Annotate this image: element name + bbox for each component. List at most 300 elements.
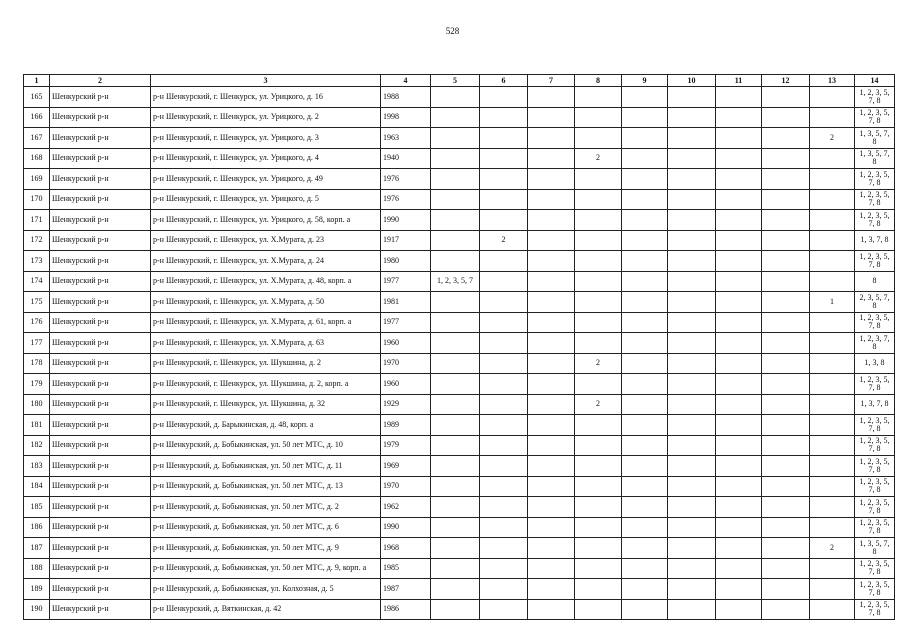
table-row xyxy=(24,374,895,395)
table-row xyxy=(24,189,895,210)
table-cell: 1, 3, 8 xyxy=(855,353,895,374)
table-cell: Шенкурский р-н xyxy=(50,189,151,210)
table-cell: Шенкурский р-н xyxy=(50,517,151,538)
register-table xyxy=(23,74,895,620)
table-cell: 2 xyxy=(575,394,622,415)
table-cell: 181 xyxy=(24,415,50,436)
table-cell xyxy=(575,415,622,436)
table-cell: Шенкурский р-н xyxy=(50,87,151,108)
table-cell: Шенкурский р-н xyxy=(50,169,151,190)
table-row xyxy=(24,476,895,497)
table-cell: 1989 xyxy=(381,415,431,436)
table-cell xyxy=(528,558,575,579)
table-row xyxy=(24,394,895,415)
table-cell xyxy=(528,128,575,149)
table-cell: р-н Шенкурский, д. Бобыкинская, ул. 50 лет МТС, д. 13 xyxy=(151,476,381,497)
table-cell xyxy=(716,292,762,313)
table-cell xyxy=(810,497,855,518)
table-cell xyxy=(762,435,810,456)
table-cell xyxy=(622,538,668,559)
table-cell: Шенкурский р-н xyxy=(50,128,151,149)
table-cell: Шенкурский р-н xyxy=(50,374,151,395)
column-header: 1 xyxy=(24,75,50,87)
table-cell xyxy=(528,394,575,415)
table-cell xyxy=(480,374,528,395)
table-cell: Шенкурский р-н xyxy=(50,497,151,518)
table-cell xyxy=(810,456,855,477)
table-cell: 1, 3, 5, 7, 8 xyxy=(855,128,895,149)
table-cell xyxy=(528,456,575,477)
table-cell: 1969 xyxy=(381,456,431,477)
table-cell xyxy=(668,435,716,456)
table-cell xyxy=(431,230,480,251)
table-row xyxy=(24,333,895,354)
table-cell: р-н Шенкурский, д. Барыкинская, д. 48, корп. а xyxy=(151,415,381,436)
table-cell: р-н Шенкурский, г. Шенкурск, ул. Х.Мурата, д. 48, корп. а xyxy=(151,271,381,292)
table-cell xyxy=(762,353,810,374)
table-cell: р-н Шенкурский, г. Шенкурск, ул. Х.Мурата, д. 24 xyxy=(151,251,381,272)
table-cell xyxy=(575,251,622,272)
table-cell xyxy=(668,538,716,559)
table-cell: 1988 xyxy=(381,87,431,108)
table-cell: р-н Шенкурский, г. Шенкурск, ул. Урицкого, д. 4 xyxy=(151,148,381,169)
table-cell: Шенкурский р-н xyxy=(50,558,151,579)
table-row xyxy=(24,415,895,436)
table-cell xyxy=(528,312,575,333)
table-cell xyxy=(528,210,575,231)
table-cell: Шенкурский р-н xyxy=(50,210,151,231)
table-cell: 190 xyxy=(24,599,50,620)
table-cell: Шенкурский р-н xyxy=(50,599,151,620)
table-cell xyxy=(528,271,575,292)
table-cell: 1977 xyxy=(381,312,431,333)
table-cell xyxy=(622,599,668,620)
table-cell xyxy=(716,476,762,497)
table-cell xyxy=(480,538,528,559)
table-cell xyxy=(668,579,716,600)
table-cell: 1, 2, 3, 5, 7, 8 xyxy=(855,456,895,477)
table-cell: 1, 2, 3, 5, 7, 8 xyxy=(855,415,895,436)
table-cell xyxy=(575,456,622,477)
table-cell: 1, 2, 3, 5, 7, 8 xyxy=(855,558,895,579)
table-cell xyxy=(480,189,528,210)
table-cell xyxy=(810,312,855,333)
table-cell: 175 xyxy=(24,292,50,313)
table-cell: Шенкурский р-н xyxy=(50,271,151,292)
table-cell xyxy=(716,251,762,272)
column-header: 6 xyxy=(480,75,528,87)
table-cell xyxy=(528,538,575,559)
table-cell xyxy=(528,599,575,620)
table-cell xyxy=(762,599,810,620)
table-cell: р-н Шенкурский, д. Бобыкинская, ул. 50 лет МТС, д. 9, корп. а xyxy=(151,558,381,579)
table-cell xyxy=(480,415,528,436)
table-cell xyxy=(716,435,762,456)
table-cell xyxy=(575,579,622,600)
column-header: 14 xyxy=(855,75,895,87)
table-cell: 166 xyxy=(24,107,50,128)
table-cell xyxy=(575,558,622,579)
table-cell xyxy=(762,456,810,477)
table-cell xyxy=(575,497,622,518)
table-cell xyxy=(762,538,810,559)
table-cell xyxy=(622,497,668,518)
table-cell xyxy=(716,189,762,210)
table-cell xyxy=(431,292,480,313)
table-cell xyxy=(810,251,855,272)
table-cell: 1, 2, 3, 5, 7 xyxy=(431,271,480,292)
table-cell: р-н Шенкурский, д. Бобыкинская, ул. 50 лет МТС, д. 2 xyxy=(151,497,381,518)
table-cell xyxy=(575,107,622,128)
table-cell xyxy=(622,374,668,395)
table-cell xyxy=(575,169,622,190)
table-cell xyxy=(480,292,528,313)
table-cell: р-н Шенкурский, д. Бобыкинская, ул. 50 лет МТС, д. 10 xyxy=(151,435,381,456)
table-cell xyxy=(480,476,528,497)
table-cell xyxy=(575,333,622,354)
table-cell xyxy=(668,271,716,292)
table-cell xyxy=(480,148,528,169)
table-cell xyxy=(622,312,668,333)
table-cell xyxy=(480,497,528,518)
table-cell: 187 xyxy=(24,538,50,559)
table-cell: р-н Шенкурский, г. Шенкурск, ул. Шукшина, д. 32 xyxy=(151,394,381,415)
table-cell: 185 xyxy=(24,497,50,518)
table-cell xyxy=(622,435,668,456)
table-cell xyxy=(528,353,575,374)
table-cell xyxy=(431,128,480,149)
table-cell: Шенкурский р-н xyxy=(50,394,151,415)
table-cell xyxy=(480,456,528,477)
table-header-row xyxy=(24,75,895,87)
table-cell xyxy=(810,107,855,128)
table-row xyxy=(24,148,895,169)
table-cell xyxy=(622,415,668,436)
table-row xyxy=(24,169,895,190)
column-header: 13 xyxy=(810,75,855,87)
table-cell xyxy=(528,148,575,169)
table-cell xyxy=(716,169,762,190)
table-cell xyxy=(810,374,855,395)
table-cell: 1, 2, 3, 5, 7, 8 xyxy=(855,189,895,210)
table-cell: р-н Шенкурский, д. Бобыкинская, ул. 50 лет МТС, д. 6 xyxy=(151,517,381,538)
table-cell: р-н Шенкурский, г. Шенкурск, ул. Урицкого, д. 3 xyxy=(151,128,381,149)
table-cell: 1968 xyxy=(381,538,431,559)
table-cell xyxy=(716,271,762,292)
table-cell xyxy=(762,251,810,272)
column-header: 3 xyxy=(151,75,381,87)
table-cell xyxy=(668,169,716,190)
table-cell xyxy=(622,87,668,108)
table-cell: 1, 3, 7, 8 xyxy=(855,230,895,251)
table-cell xyxy=(575,292,622,313)
table-cell: 1960 xyxy=(381,374,431,395)
table-cell: 167 xyxy=(24,128,50,149)
table-cell: 2 xyxy=(810,128,855,149)
table-cell xyxy=(431,87,480,108)
table-cell xyxy=(668,599,716,620)
table-cell: 1963 xyxy=(381,128,431,149)
table-row xyxy=(24,251,895,272)
table-cell: 1, 2, 3, 5, 7, 8 xyxy=(855,476,895,497)
table-cell xyxy=(575,374,622,395)
table-cell xyxy=(668,189,716,210)
table-cell xyxy=(668,333,716,354)
table-cell xyxy=(480,312,528,333)
table-cell: 1970 xyxy=(381,476,431,497)
table-cell: 1976 xyxy=(381,189,431,210)
table-cell: Шенкурский р-н xyxy=(50,292,151,313)
table-cell xyxy=(716,210,762,231)
table-cell: 1976 xyxy=(381,169,431,190)
table-cell: 1940 xyxy=(381,148,431,169)
table-cell xyxy=(762,415,810,436)
table-cell xyxy=(810,435,855,456)
table-cell xyxy=(528,435,575,456)
table-row xyxy=(24,497,895,518)
table-cell xyxy=(668,210,716,231)
table-cell xyxy=(622,169,668,190)
table-cell xyxy=(810,333,855,354)
table-cell: 176 xyxy=(24,312,50,333)
page-number: 528 xyxy=(445,26,460,36)
table-row xyxy=(24,312,895,333)
table-cell xyxy=(716,497,762,518)
table-cell xyxy=(810,230,855,251)
table-cell xyxy=(716,415,762,436)
table-cell xyxy=(716,128,762,149)
table-cell xyxy=(622,333,668,354)
table-cell xyxy=(716,87,762,108)
table-cell: 1, 3, 5, 7, 8 xyxy=(855,538,895,559)
table-cell xyxy=(480,251,528,272)
table-cell: р-н Шенкурский, д. Бобыкинская, ул. Колхозная, д. 5 xyxy=(151,579,381,600)
table-cell xyxy=(622,558,668,579)
table-cell: Шенкурский р-н xyxy=(50,230,151,251)
table-cell: 170 xyxy=(24,189,50,210)
table-cell xyxy=(810,210,855,231)
table-cell xyxy=(668,374,716,395)
table-cell: 184 xyxy=(24,476,50,497)
table-cell xyxy=(431,497,480,518)
table-cell: 180 xyxy=(24,394,50,415)
table-cell xyxy=(528,107,575,128)
table-cell xyxy=(528,230,575,251)
table-cell xyxy=(716,148,762,169)
table-cell xyxy=(668,312,716,333)
table-cell xyxy=(762,210,810,231)
table-cell xyxy=(431,169,480,190)
table-cell xyxy=(622,476,668,497)
table-cell xyxy=(810,189,855,210)
table-cell xyxy=(528,497,575,518)
table-cell xyxy=(716,333,762,354)
table-cell: 1977 xyxy=(381,271,431,292)
table-cell xyxy=(622,579,668,600)
table-cell xyxy=(575,517,622,538)
table-cell: 1990 xyxy=(381,210,431,231)
table-row xyxy=(24,230,895,251)
table-row xyxy=(24,579,895,600)
table-cell xyxy=(668,87,716,108)
table-cell xyxy=(622,456,668,477)
table-cell xyxy=(431,210,480,231)
table-cell: 1, 2, 3, 5, 7, 8 xyxy=(855,374,895,395)
table-cell xyxy=(480,210,528,231)
table-row xyxy=(24,599,895,620)
table-cell xyxy=(528,579,575,600)
table-row xyxy=(24,87,895,108)
table-cell xyxy=(575,87,622,108)
table-cell xyxy=(762,230,810,251)
table-cell: 1998 xyxy=(381,107,431,128)
column-header: 7 xyxy=(528,75,575,87)
table-cell xyxy=(762,497,810,518)
table-cell xyxy=(668,415,716,436)
table-cell xyxy=(575,599,622,620)
table-cell xyxy=(668,353,716,374)
table-cell: Шенкурский р-н xyxy=(50,579,151,600)
table-cell xyxy=(668,558,716,579)
table-cell: р-н Шенкурский, д. Бобыкинская, ул. 50 лет МТС, д. 11 xyxy=(151,456,381,477)
table-cell: 1962 xyxy=(381,497,431,518)
table-cell xyxy=(480,579,528,600)
column-header: 10 xyxy=(668,75,716,87)
table-cell: р-н Шенкурский, г. Шенкурск, ул. Х.Мурата, д. 61, корп. а xyxy=(151,312,381,333)
table-cell xyxy=(431,148,480,169)
table-cell xyxy=(480,169,528,190)
table-cell xyxy=(762,394,810,415)
table-cell xyxy=(431,599,480,620)
table-cell: Шенкурский р-н xyxy=(50,415,151,436)
table-cell xyxy=(716,456,762,477)
table-cell xyxy=(528,476,575,497)
table-cell xyxy=(810,558,855,579)
table-row xyxy=(24,128,895,149)
table-cell xyxy=(431,456,480,477)
table-cell: р-н Шенкурский, д. Вяткинская, д. 42 xyxy=(151,599,381,620)
table-row xyxy=(24,210,895,231)
table-cell xyxy=(431,435,480,456)
table-cell xyxy=(575,476,622,497)
table-cell: р-н Шенкурский, г. Шенкурск, ул. Х.Мурата, д. 23 xyxy=(151,230,381,251)
table-cell xyxy=(622,230,668,251)
table-cell xyxy=(575,128,622,149)
table-cell xyxy=(810,476,855,497)
table-cell xyxy=(810,579,855,600)
table-cell xyxy=(622,128,668,149)
table-cell xyxy=(762,169,810,190)
table-cell xyxy=(762,128,810,149)
table-cell: 1, 2, 3, 5, 7, 8 xyxy=(855,107,895,128)
table-cell xyxy=(431,394,480,415)
table-cell xyxy=(431,107,480,128)
table-cell xyxy=(480,333,528,354)
table-row xyxy=(24,538,895,559)
table-cell xyxy=(622,292,668,313)
table-cell xyxy=(431,353,480,374)
table-cell: 178 xyxy=(24,353,50,374)
table-cell xyxy=(762,292,810,313)
table-cell xyxy=(668,148,716,169)
table-row xyxy=(24,435,895,456)
table-cell: 189 xyxy=(24,579,50,600)
table-cell: 1, 2, 3, 5, 7, 8 xyxy=(855,497,895,518)
column-header: 5 xyxy=(431,75,480,87)
table-cell xyxy=(668,230,716,251)
table-cell xyxy=(622,148,668,169)
table-cell: р-н Шенкурский, г. Шенкурск, ул. Урицкого, д. 2 xyxy=(151,107,381,128)
table-cell: 172 xyxy=(24,230,50,251)
table-cell xyxy=(431,415,480,436)
table-cell: 1981 xyxy=(381,292,431,313)
table-cell: 165 xyxy=(24,87,50,108)
table-cell xyxy=(762,148,810,169)
table-cell xyxy=(762,517,810,538)
table-cell: 1, 2, 3, 5, 7, 8 xyxy=(855,599,895,620)
table-cell xyxy=(431,558,480,579)
table-cell xyxy=(668,251,716,272)
table-cell: р-н Шенкурский, г. Шенкурск, ул. Урицкого, д. 5 xyxy=(151,189,381,210)
table-cell xyxy=(528,415,575,436)
table-cell: 1917 xyxy=(381,230,431,251)
table-cell xyxy=(575,230,622,251)
table-cell: Шенкурский р-н xyxy=(50,251,151,272)
table-cell xyxy=(480,517,528,538)
table-cell xyxy=(431,538,480,559)
table-cell: р-н Шенкурский, г. Шенкурск, ул. Шукшина, д. 2 xyxy=(151,353,381,374)
table-row xyxy=(24,353,895,374)
table-cell xyxy=(528,251,575,272)
table-cell xyxy=(668,107,716,128)
table-cell xyxy=(431,374,480,395)
table-cell: 1, 2, 3, 5, 7, 8 xyxy=(855,579,895,600)
table-cell: 1, 2, 3, 5, 7, 8 xyxy=(855,210,895,231)
table-cell: 8 xyxy=(855,271,895,292)
table-cell xyxy=(668,497,716,518)
table-cell: 177 xyxy=(24,333,50,354)
table-row xyxy=(24,107,895,128)
table-cell: 1970 xyxy=(381,353,431,374)
table-cell xyxy=(480,558,528,579)
table-cell xyxy=(810,599,855,620)
table-cell xyxy=(668,517,716,538)
table-cell: р-н Шенкурский, г. Шенкурск, ул. Урицкого, д. 49 xyxy=(151,169,381,190)
table-cell: р-н Шенкурский, г. Шенкурск, ул. Урицкого, д. 58, корп. а xyxy=(151,210,381,231)
table-body xyxy=(24,87,895,620)
table-cell xyxy=(622,394,668,415)
table-cell: 1, 3, 5, 7, 8 xyxy=(855,148,895,169)
table-cell xyxy=(622,251,668,272)
table-cell: р-н Шенкурский, г. Шенкурск, ул. Шукшина, д. 2, корп. а xyxy=(151,374,381,395)
table-cell xyxy=(431,189,480,210)
table-cell: р-н Шенкурский, г. Шенкурск, ул. Х.Мурата, д. 63 xyxy=(151,333,381,354)
table-cell: 186 xyxy=(24,517,50,538)
table-cell xyxy=(528,87,575,108)
table-cell xyxy=(762,107,810,128)
table-cell xyxy=(716,517,762,538)
table-cell: 1, 2, 3, 5, 7, 8 xyxy=(855,312,895,333)
table-cell: 1990 xyxy=(381,517,431,538)
table-cell xyxy=(716,599,762,620)
table-cell xyxy=(480,87,528,108)
table-cell: р-н Шенкурский, д. Бобыкинская, ул. 50 лет МТС, д. 9 xyxy=(151,538,381,559)
table-cell xyxy=(431,251,480,272)
table-cell: 2 xyxy=(480,230,528,251)
table-cell: 1979 xyxy=(381,435,431,456)
table-row xyxy=(24,517,895,538)
table-cell xyxy=(810,169,855,190)
